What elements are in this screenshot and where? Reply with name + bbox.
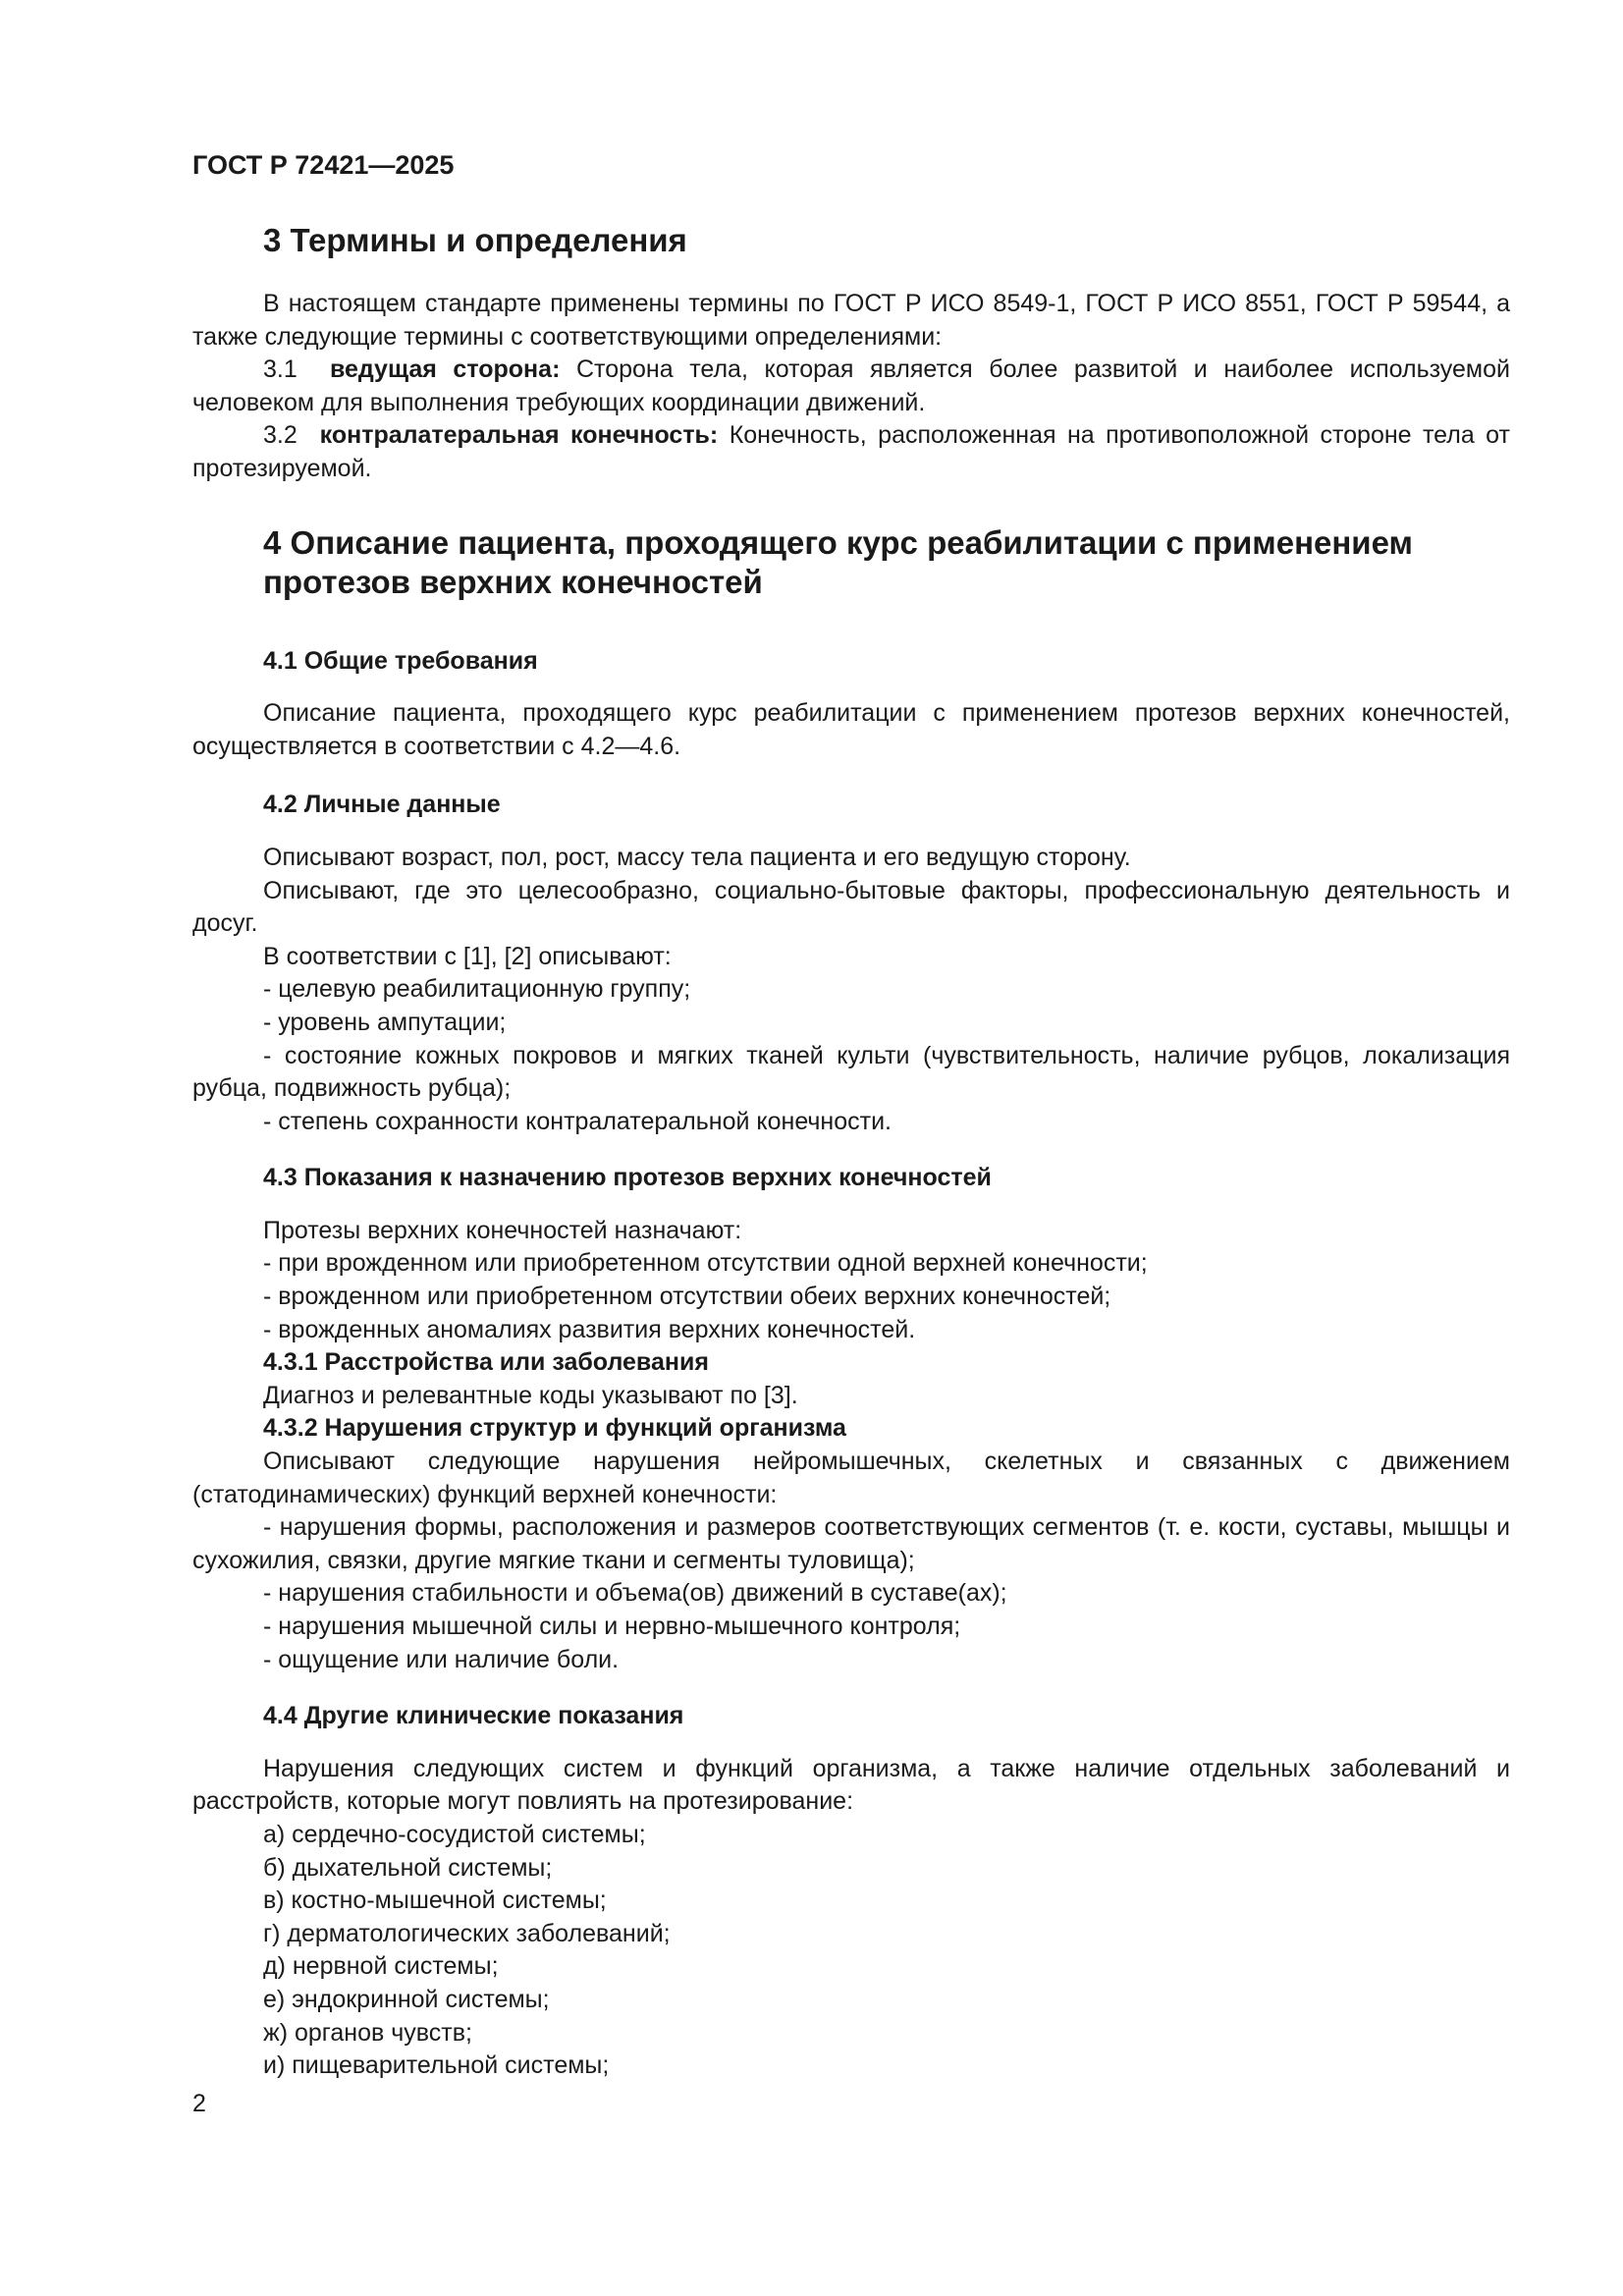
document-body (192, 221, 1510, 2083)
section-4-3-2-text: Описывают следующие нарушения нейромышечных, скелетных и связанных с движением (статодинамических) функций верхней конечности: (192, 1448, 1510, 1508)
section-4-4-title: 4.4 Другие клинические показания (263, 1702, 684, 1730)
section-4-1-title: 4.1 Общие требования (263, 646, 538, 675)
term-3-2-definition: Конечность, расположенная на противоположной стороне тела от протезируемой. (192, 421, 1510, 482)
list-item: - состояние кожных покровов и мягких тканей культи (чувствительность, наличие рубцов, локализация рубца, подвижность рубца); (192, 1041, 1510, 1103)
term-3-2-term: контралатеральная конечность: (319, 421, 719, 450)
list-item: д) нервной системы; (263, 1952, 499, 1981)
term-3-2-number: 3.2 (263, 421, 298, 450)
list-item: в) костно-мышечной системы; (263, 1886, 607, 1915)
section-4-2-title: 4.2 Личные данные (263, 791, 501, 819)
section-4-2-paragraph: Описывают, где это целесообразно, социально-бытовые факторы, профессиональную деятельность и досуг. (192, 876, 1510, 938)
list-item: - уровень ампутации; (263, 1008, 507, 1036)
list-item: - ощущение или наличие боли. (263, 1645, 620, 1673)
term-3-2 (192, 419, 1510, 485)
page-number: 2 (192, 2090, 206, 2117)
section-4-3-paragraph: Протезы верхних конечностей назначают: (263, 1216, 742, 1244)
term-3-1 (192, 354, 1510, 419)
list-item: и) пищеварительной системы; (263, 2051, 610, 2080)
list-item: - врожденном или приобретенном отсутствии обеих верхних конечностей; (263, 1283, 1111, 1311)
section-4-3-1-title: 4.3.1 Расстройства или заболевания (263, 1348, 709, 1377)
document-code: ГОСТ Р 72421—2025 (192, 150, 455, 180)
list-item: б) дыхательной системы; (263, 1853, 553, 1882)
section-4-2-paragraph: Описывают возраст, пол, рост, массу тела пациента и его ведущую сторону. (263, 843, 1131, 871)
list-item: - нарушения мышечной силы и нервно-мышечного контроля; (263, 1613, 961, 1640)
section-4-4-text: Нарушения следующих систем и функций организма, а также наличие отдельных заболеваний и расстройств, которые могут повлиять на протезирование: (192, 1754, 1510, 1816)
section-4-title: 4 Описание пациента, проходящего курс реабилитации с применением протезов верхних конечностей (263, 523, 1413, 600)
list-item: ж) органов чувств; (263, 2018, 472, 2047)
section-3-intro: В настоящем стандарте применены термины по ГОСТ Р ИСО 8549-1, ГОСТ Р ИСО 8551, ГОСТ Р 59544, а также следующие термины с соответствующими определениями: (192, 290, 1510, 351)
list-item: е) эндокринной системы; (263, 1985, 550, 2013)
term-3-1-number: 3.1 (263, 355, 298, 384)
list-item: - при врожденном или приобретенном отсутствии одной верхней конечности; (263, 1249, 1148, 1278)
section-4-3-2-title: 4.3.2 Нарушения структур и функций организма (263, 1414, 846, 1443)
term-3-1-term: ведущая сторона: (329, 355, 561, 384)
section-4-3-1-text: Диагноз и релевантные коды указывают по [3]. (263, 1381, 798, 1409)
list-item: - врожденных аномалиях развития верхних конечностей. (263, 1315, 916, 1343)
list-item: - нарушения формы, расположения и размеров соответствующих сегментов (т. е. кости, суставы, мышцы и сухожилия, связки, другие мягкие ткани и сегменты туловища); (192, 1513, 1510, 1574)
section-4-2-paragraph: В соответствии с [1], [2] описывают: (263, 942, 672, 970)
list-item: - степень сохранности контралатеральной конечности. (263, 1107, 892, 1135)
list-item: - целевую реабилитационную группу; (263, 975, 691, 1004)
section-4-1-text: Описание пациента, проходящего курс реабилитации с применением протезов верхних конечностей, осуществляется в соответствии с 4.2—4.6. (192, 699, 1510, 760)
section-4-3-title: 4.3 Показания к назначению протезов верхних конечностей (263, 1164, 992, 1192)
list-item: - нарушения стабильности и объема(ов) движений в суставе(ах); (263, 1579, 1007, 1608)
list-item: г) дерматологических заболеваний; (263, 1919, 671, 1947)
term-3-1-definition: Сторона тела, которая является более развитой и наиболее используемой человеком для выполнения требующих координации движений. (192, 355, 1510, 416)
list-item: а) сердечно-сосудистой системы; (263, 1820, 646, 1848)
section-3-title: 3 Термины и определения (263, 222, 687, 258)
